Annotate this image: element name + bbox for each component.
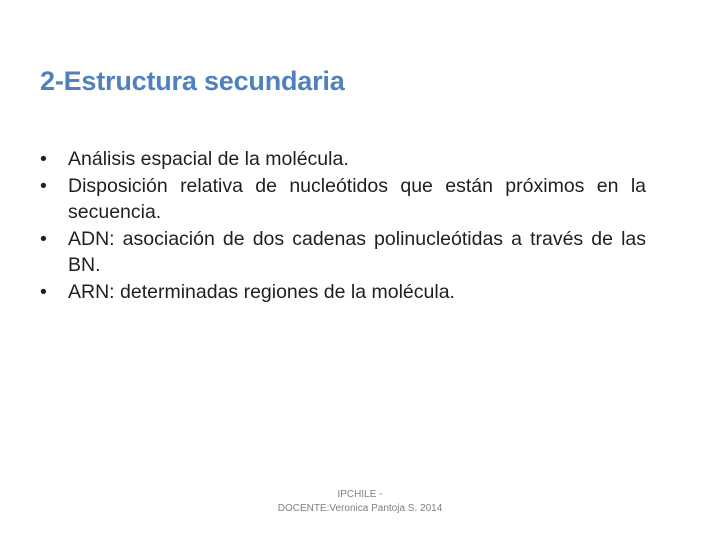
footer-line-author: DOCENTE:Veronica Pantoja S. 2014 — [277, 503, 443, 514]
bullet-dot-icon: • — [40, 148, 47, 170]
bullet-item — [40, 146, 646, 173]
bullet-dot-icon: • — [40, 174, 47, 197]
footer-line-institution: IPCHILE - — [337, 489, 383, 500]
bullet-item — [40, 279, 646, 306]
bullet-item — [40, 173, 646, 226]
bullet-item — [40, 226, 646, 279]
bullet-list — [40, 146, 646, 305]
bullet-text: Disposición relativa de nucleótidos que están próximos en la secuencia. — [68, 174, 646, 223]
bullet-text: Análisis espacial de la molécula. — [68, 148, 349, 170]
slide-title: 2-Estructura secundaria — [40, 66, 345, 96]
bullet-dot-icon: • — [40, 227, 47, 250]
bullet-dot-icon: • — [40, 280, 47, 303]
bullet-text: ARN: determinadas regiones de la molécula. — [68, 280, 455, 303]
bullet-text: ADN: asociación de dos cadenas polinucleótidas a través de las BN. — [68, 227, 646, 276]
slide-footer — [250, 488, 470, 516]
